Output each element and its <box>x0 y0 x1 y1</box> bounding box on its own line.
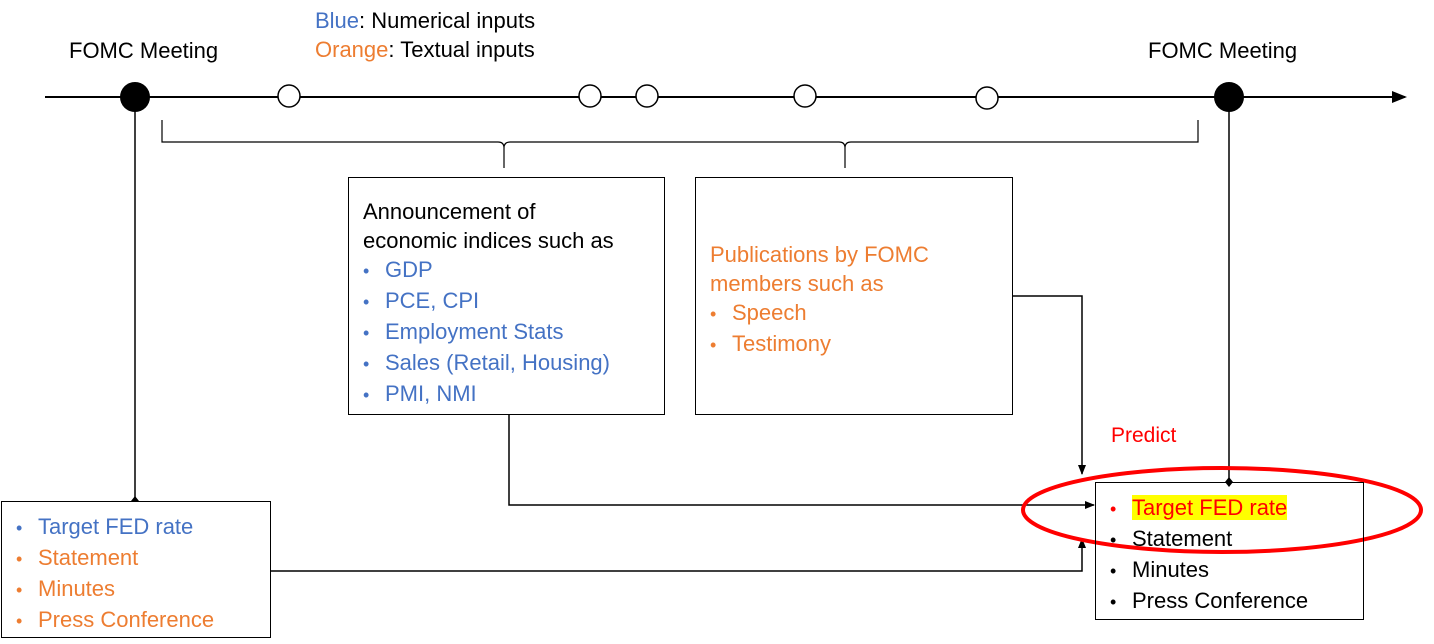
list-item: • Minutes <box>1110 557 1210 582</box>
list-item: • PCE, CPI <box>363 288 480 313</box>
fomc-meeting-node-left <box>120 82 150 112</box>
publications-box <box>695 177 1013 415</box>
list-item: • GDP <box>363 257 433 282</box>
list-item: • Statement <box>1110 526 1233 551</box>
list-item: • Sales (Retail, Housing) <box>363 350 610 375</box>
previous-meeting-box <box>1 501 271 638</box>
event-node <box>636 85 658 107</box>
economic-indices-box <box>348 177 665 415</box>
predict-label: Predict <box>1111 424 1177 447</box>
list-item: • Employment Stats <box>363 319 564 344</box>
event-node <box>794 85 816 107</box>
list-item: • Testimony <box>710 331 832 356</box>
list-item: • Minutes <box>16 576 116 601</box>
economic-heading-line2: economic indices such as <box>363 228 614 253</box>
list-item: • Speech <box>710 300 807 325</box>
list-item: • Statement <box>16 545 139 570</box>
publications-heading-line1: Publications by FOMC <box>710 242 929 267</box>
fomc-meeting-label-left: FOMC Meeting <box>69 38 219 63</box>
list-item: • PMI, NMI <box>363 381 477 406</box>
connector-economic-to-output <box>509 415 1094 505</box>
list-item: • Press Conference <box>16 607 215 632</box>
legend-orange-text: : Textual inputs <box>388 37 535 62</box>
list-item: • Press Conference <box>1110 588 1309 613</box>
fomc-meeting-label-right: FOMC Meeting <box>1148 38 1298 63</box>
publications-heading-line2: members such as <box>710 271 884 296</box>
interval-bracket <box>162 120 1198 168</box>
next-meeting-box <box>1095 482 1364 620</box>
list-item: • Target FED rate <box>16 514 194 539</box>
legend-numerical <box>315 6 535 35</box>
connector-input-to-output <box>270 539 1082 571</box>
event-node <box>976 87 998 109</box>
event-node <box>278 85 300 107</box>
legend-blue-word: Blue <box>315 8 360 33</box>
timeline-arrowhead <box>1392 91 1407 103</box>
economic-heading-line1: Announcement of <box>363 199 536 224</box>
event-node <box>579 85 601 107</box>
legend-blue-text: : Numerical inputs <box>359 8 536 33</box>
legend-textual <box>315 35 535 64</box>
connector-publications-to-output <box>1013 296 1082 474</box>
fomc-meeting-node-right <box>1214 82 1244 112</box>
legend-orange-word: Orange <box>315 37 389 62</box>
list-item: • Target FED rate <box>1110 495 1288 520</box>
